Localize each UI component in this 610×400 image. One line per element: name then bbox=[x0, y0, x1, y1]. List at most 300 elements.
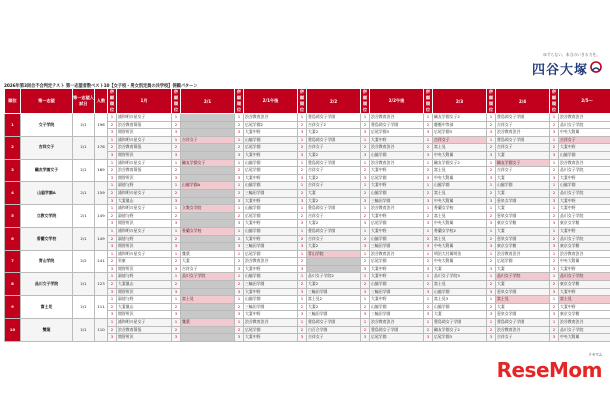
choice-order-cell: 2 bbox=[487, 281, 496, 289]
school-choice-cell: 渋谷教育渋谷 bbox=[244, 258, 298, 266]
school-choice-cell: 広尾学園 bbox=[244, 326, 298, 334]
choice-order-cell: 3 bbox=[172, 243, 181, 251]
school-choice-cell: 品川女子学院 bbox=[559, 212, 610, 220]
choice-order-cell: 2 bbox=[487, 235, 496, 243]
school-choice-cell: 渋谷教育渋谷 bbox=[370, 159, 424, 167]
school-choice-cell bbox=[307, 258, 361, 266]
school-choice-cell: 吉祥女子 bbox=[307, 167, 361, 175]
school-choice-cell: 鷗友学園女子 bbox=[181, 159, 235, 167]
table-row bbox=[5, 250, 610, 258]
choice-order-cell: 2 bbox=[361, 212, 370, 220]
choice-order-cell: 3 bbox=[298, 334, 307, 342]
choice-order-cell: 1 bbox=[487, 114, 496, 122]
school-choice-cell: 豊島岡女子学園 bbox=[307, 159, 361, 167]
choice-order-cell: 3 bbox=[424, 220, 433, 228]
choice-order-cell: 1 bbox=[235, 114, 244, 122]
school-choice-cell: 豊島岡女子学園 bbox=[496, 319, 550, 327]
school-choice-cell: 大妻2 bbox=[307, 303, 361, 311]
choice-order-cell: 3 bbox=[298, 220, 307, 228]
choice-order-cell: 1 bbox=[424, 114, 433, 122]
choice-order-cell: 3 bbox=[108, 129, 117, 137]
choice-order-cell: 3 bbox=[298, 129, 307, 137]
school-choice-cell: 山脇学園 bbox=[244, 159, 298, 167]
choice-order-cell: 2 bbox=[298, 235, 307, 243]
choice-order-cell: 1 bbox=[424, 319, 433, 327]
choice-order-cell: 2 bbox=[298, 167, 307, 175]
school-cell: 雙葉 bbox=[21, 319, 73, 342]
choice-order-cell: 2 bbox=[172, 121, 181, 129]
school-choice-cell: 広尾学園3 bbox=[433, 129, 487, 137]
school-choice-cell: 大妻 bbox=[496, 281, 550, 289]
school-choice-cell: 大妻2 bbox=[307, 151, 361, 159]
school-choice-cell bbox=[181, 288, 235, 296]
choice-order-cell: 2 bbox=[424, 303, 433, 311]
school-choice-cell: 大妻中野 bbox=[559, 227, 610, 235]
school-choice-cell: 大妻 bbox=[496, 189, 550, 197]
school-choice-cell: 富士見 bbox=[433, 189, 487, 197]
choice-order-cell: 1 bbox=[298, 205, 307, 213]
choice-order-cell: 3 bbox=[235, 220, 244, 228]
choice-order-cell: 3 bbox=[550, 129, 559, 137]
choice-order-cell: 3 bbox=[361, 334, 370, 342]
choice-order-cell: 3 bbox=[298, 174, 307, 182]
choice-order-cell: 2 bbox=[235, 235, 244, 243]
choice-order-cell: 3 bbox=[172, 334, 181, 342]
school-choice-cell: 広尾学園 bbox=[370, 174, 424, 182]
choice-order-cell: 1 bbox=[487, 273, 496, 281]
choice-order-cell: 2 bbox=[424, 144, 433, 152]
school-choice-cell: 品川女子学院2 bbox=[307, 273, 361, 281]
school-choice-cell: 開智所沢 bbox=[117, 243, 172, 251]
school-choice-cell: 恵泉女学園 bbox=[496, 288, 550, 296]
school-choice-cell: 品川女子学院3 bbox=[433, 273, 487, 281]
choice-order-cell: 1 bbox=[108, 250, 117, 258]
choice-order-cell: 2 bbox=[550, 235, 559, 243]
choice-order-cell: 2 bbox=[172, 212, 181, 220]
column-header: 2/1 bbox=[181, 89, 235, 114]
school-cell: 女子学院 bbox=[21, 114, 73, 137]
choice-order-cell: 1 bbox=[298, 114, 307, 122]
choice-order-cell: 1 bbox=[235, 227, 244, 235]
choice-order-cell: 1 bbox=[550, 114, 559, 122]
school-choice-cell: 香蘭女学校2 bbox=[433, 227, 487, 235]
school-choice-cell: 吉祥女子2 bbox=[307, 121, 361, 129]
choice-order-cell: 3 bbox=[361, 311, 370, 319]
choice-order-cell: 3 bbox=[487, 288, 496, 296]
choice-order-cell: 3 bbox=[550, 197, 559, 205]
school-choice-cell: 山脇学園 bbox=[433, 303, 487, 311]
school-choice-cell: 豊島岡女子学園 bbox=[307, 319, 361, 327]
school-choice-cell: 渋谷教育渋谷 bbox=[244, 319, 298, 327]
school-choice-cell: 吉祥女子 bbox=[433, 136, 487, 144]
school-choice-cell bbox=[181, 167, 235, 175]
rank-cell: 3 bbox=[5, 159, 21, 182]
choice-order-cell: 1 bbox=[172, 319, 181, 327]
school-choice-cell bbox=[181, 281, 235, 289]
school-choice-cell: 大妻中野 bbox=[370, 227, 424, 235]
choice-order-cell: 2 bbox=[424, 189, 433, 197]
school-choice-cell: 中央大附属 bbox=[433, 243, 487, 251]
school-choice-cell bbox=[181, 235, 235, 243]
choice-order-cell: 1 bbox=[361, 296, 370, 304]
count-cell: 149 bbox=[95, 205, 108, 228]
column-header: 2/5～ bbox=[559, 89, 610, 114]
school-choice-cell: 大妻2 bbox=[307, 220, 361, 228]
school-choice-cell: 大妻嵐山 bbox=[117, 303, 172, 311]
choice-order-cell: 2 bbox=[235, 121, 244, 129]
choice-order-cell: 3 bbox=[424, 197, 433, 205]
choice-order-cell: 3 bbox=[550, 311, 559, 319]
school-choice-cell: 開智所沢 bbox=[117, 129, 172, 137]
choice-order-cell: 1 bbox=[172, 114, 181, 122]
choice-order-cell: 3 bbox=[550, 243, 559, 251]
choice-order-cell: 2 bbox=[298, 144, 307, 152]
logo-name: 四谷大塚 bbox=[531, 63, 588, 78]
choice-order-cell: 2 bbox=[361, 144, 370, 152]
rank-cell: 5 bbox=[5, 205, 21, 228]
school-choice-cell: 大妻中野 bbox=[244, 311, 298, 319]
school-choice-cell: 大妻2 bbox=[307, 281, 361, 289]
count-cell: 110 bbox=[95, 319, 108, 342]
school-choice-cell: 大妻中野 bbox=[370, 296, 424, 304]
school-choice-cell bbox=[181, 174, 235, 182]
school-choice-cell: 広尾学園2 bbox=[244, 121, 298, 129]
school-choice-cell: 吉祥女子 bbox=[307, 212, 361, 220]
school-choice-cell bbox=[181, 189, 235, 197]
choice-order-cell: 3 bbox=[108, 265, 117, 273]
school-choice-cell: 中央大附属 bbox=[559, 334, 610, 342]
school-choice-cell: 開智所沢 bbox=[117, 174, 172, 182]
choice-order-cell: 1 bbox=[108, 205, 117, 213]
choice-order-cell: 1 bbox=[424, 159, 433, 167]
school-choice-cell: 吉祥女子 bbox=[307, 235, 361, 243]
school-choice-cell: 吉祥女子 bbox=[496, 121, 550, 129]
school-choice-cell: 渋谷教育渋谷 bbox=[370, 250, 424, 258]
choice-order-cell: 1 bbox=[298, 227, 307, 235]
column-header: 2/2 bbox=[307, 89, 361, 114]
choice-order-cell: 3 bbox=[235, 197, 244, 205]
school-choice-cell: 香蘭女学校 bbox=[433, 205, 487, 213]
school-choice-cell: 大妻中野 bbox=[244, 235, 298, 243]
choice-order-cell: 3 bbox=[487, 151, 496, 159]
choice-order-cell: 2 bbox=[108, 235, 117, 243]
school-choice-cell: 豊島岡女子学園 bbox=[433, 319, 487, 327]
choice-order-cell: 3 bbox=[172, 288, 181, 296]
choice-order-cell: 3 bbox=[108, 243, 117, 251]
choice-order-cell: 2 bbox=[550, 281, 559, 289]
school-table bbox=[4, 88, 610, 342]
school-choice-cell bbox=[181, 326, 235, 334]
table-row bbox=[5, 319, 610, 327]
school-choice-cell: 浦和明の星女子 bbox=[117, 319, 172, 327]
choice-order-cell: 1 bbox=[424, 182, 433, 190]
choice-order-cell: 3 bbox=[487, 311, 496, 319]
school-choice-cell: 富士見 bbox=[559, 296, 610, 304]
school-choice-cell: 山脇学園 bbox=[244, 136, 298, 144]
school-choice-cell: 渋谷教育渋谷 bbox=[496, 326, 550, 334]
school-choice-cell: 豊島岡女子学園 bbox=[307, 227, 361, 235]
choice-order-cell: 3 bbox=[550, 151, 559, 159]
school-choice-cell: 渋谷教育渋谷 bbox=[559, 159, 610, 167]
school-choice-cell bbox=[181, 121, 235, 129]
choice-order-cell: 3 bbox=[487, 243, 496, 251]
school-choice-cell: 広尾学園 bbox=[496, 258, 550, 266]
school-choice-cell: 開智所沢 bbox=[117, 288, 172, 296]
school-choice-cell: 大妻2 bbox=[307, 197, 361, 205]
school-choice-cell bbox=[181, 197, 235, 205]
school-choice-cell: 渋谷教育幕張 bbox=[117, 144, 172, 152]
school-choice-cell: 大妻中野 bbox=[559, 265, 610, 273]
school-choice-cell: 浦和明の星女子 bbox=[117, 250, 172, 258]
school-choice-cell: 開智所沢 bbox=[117, 220, 172, 228]
school-cell: 立教女学院 bbox=[21, 205, 73, 228]
choice-order-cell: 3 bbox=[361, 174, 370, 182]
school-choice-cell: 中央大附属 bbox=[433, 258, 487, 266]
choice-order-cell: 1 bbox=[298, 182, 307, 190]
choice-order-cell: 3 bbox=[487, 197, 496, 205]
school-choice-cell: 渋谷教育渋谷 bbox=[559, 114, 610, 122]
school-choice-cell: 富士見3 bbox=[433, 296, 487, 304]
column-header: 併願順位 bbox=[108, 89, 117, 114]
school-choice-cell: 広尾学園 bbox=[244, 250, 298, 258]
choice-order-cell: 3 bbox=[361, 129, 370, 137]
choice-order-cell: 2 bbox=[172, 258, 181, 266]
choice-order-cell: 1 bbox=[424, 273, 433, 281]
choice-order-cell: 2 bbox=[298, 326, 307, 334]
school-choice-cell: 鷗友学園女子2 bbox=[433, 326, 487, 334]
school-cell: 富士見 bbox=[21, 296, 73, 319]
school-choice-cell: 慶應中等部 bbox=[433, 121, 487, 129]
school-choice-cell: 浦和明の星女子 bbox=[117, 227, 172, 235]
school-choice-cell: 山脇学園 bbox=[244, 227, 298, 235]
school-cell: 青山学院 bbox=[21, 250, 73, 273]
school-choice-cell: 白百合学園 bbox=[307, 326, 361, 334]
choice-order-cell: 2 bbox=[298, 281, 307, 289]
choice-order-cell: 2 bbox=[487, 167, 496, 175]
choice-order-cell: 1 bbox=[172, 159, 181, 167]
choice-order-cell: 2 bbox=[487, 144, 496, 152]
school-choice-cell: 大妻中野 bbox=[370, 273, 424, 281]
choice-order-cell: 1 bbox=[298, 319, 307, 327]
school-choice-cell: 渋谷教育渋谷 bbox=[370, 144, 424, 152]
choice-order-cell: 1 bbox=[361, 114, 370, 122]
school-choice-cell: 大妻中野 bbox=[559, 288, 610, 296]
choice-order-cell: 1 bbox=[235, 273, 244, 281]
choice-order-cell: 1 bbox=[487, 136, 496, 144]
choice-order-cell: 1 bbox=[235, 296, 244, 304]
school-choice-cell: 東京女学館 bbox=[559, 311, 610, 319]
school-choice-cell: 品川女子学院 bbox=[559, 235, 610, 243]
choice-order-cell: 3 bbox=[108, 288, 117, 296]
date-cell: 2/2 bbox=[73, 250, 95, 273]
choice-order-cell: 3 bbox=[361, 288, 370, 296]
choice-order-cell: 2 bbox=[361, 167, 370, 175]
choice-order-cell: 3 bbox=[172, 151, 181, 159]
school-choice-cell: 雙葉 bbox=[181, 319, 235, 327]
school-choice-cell: 大妻中野 bbox=[559, 303, 610, 311]
rank-cell: 8 bbox=[5, 273, 21, 296]
school-choice-cell: 富士見 bbox=[181, 296, 235, 304]
school-choice-cell: 吉祥女子 bbox=[181, 136, 235, 144]
school-choice-cell: 渋谷教育渋谷 bbox=[559, 319, 610, 327]
choice-order-cell: 3 bbox=[361, 151, 370, 159]
table-header-row bbox=[5, 89, 610, 114]
choice-order-cell: 1 bbox=[550, 182, 559, 190]
choice-order-cell: 3 bbox=[361, 265, 370, 273]
school-choice-cell: 雙葉 bbox=[181, 250, 235, 258]
choice-order-cell: 2 bbox=[361, 326, 370, 334]
choice-order-cell: 3 bbox=[361, 197, 370, 205]
choice-order-cell: 1 bbox=[487, 159, 496, 167]
school-choice-cell: 香蘭女学校 bbox=[181, 227, 235, 235]
school-choice-cell: 広尾学園 bbox=[370, 334, 424, 342]
school-cell: 吉祥女子 bbox=[21, 136, 73, 159]
school-choice-cell: 広尾学園 bbox=[244, 212, 298, 220]
choice-order-cell: 3 bbox=[172, 129, 181, 137]
school-choice-cell: 富士見 bbox=[433, 212, 487, 220]
choice-order-cell: 2 bbox=[424, 121, 433, 129]
school-choice-cell: 大妻中野 bbox=[559, 174, 610, 182]
school-choice-cell: 品川女子学院 bbox=[559, 326, 610, 334]
school-choice-cell: 恵泉女学園 bbox=[496, 212, 550, 220]
choice-order-cell: 2 bbox=[424, 258, 433, 266]
choice-order-cell: 2 bbox=[361, 258, 370, 266]
choice-order-cell: 1 bbox=[550, 273, 559, 281]
school-choice-cell: 大妻2 bbox=[307, 243, 361, 251]
school-choice-cell: 山脇学園 bbox=[496, 182, 550, 190]
rank-cell: 6 bbox=[5, 227, 21, 250]
school-choice-cell: 大妻 bbox=[496, 303, 550, 311]
choice-order-cell: 1 bbox=[550, 319, 559, 327]
choice-order-cell: 2 bbox=[108, 326, 117, 334]
school-choice-cell: 品川女子学院 bbox=[559, 167, 610, 175]
school-cell: 香蘭女学校 bbox=[21, 227, 73, 250]
school-choice-cell: 山脇学園 bbox=[244, 273, 298, 281]
choice-order-cell: 3 bbox=[235, 265, 244, 273]
choice-order-cell: 1 bbox=[361, 250, 370, 258]
column-header: 併願順位 bbox=[235, 89, 244, 114]
choice-order-cell: 1 bbox=[108, 227, 117, 235]
school-choice-cell: 開智所沢 bbox=[117, 151, 172, 159]
choice-order-cell: 2 bbox=[298, 212, 307, 220]
school-choice-cell: 大妻中野 bbox=[559, 197, 610, 205]
column-header: 2/2午後 bbox=[370, 89, 424, 114]
school-choice-cell: 浦和明の星女子 bbox=[117, 205, 172, 213]
school-choice-cell: 大妻嵐山 bbox=[117, 281, 172, 289]
choice-order-cell: 2 bbox=[487, 258, 496, 266]
school-choice-cell: 大妻中野 bbox=[370, 212, 424, 220]
choice-order-cell: 2 bbox=[424, 281, 433, 289]
school-choice-cell: 豊島岡女子学園 bbox=[307, 205, 361, 213]
choice-order-cell: 1 bbox=[361, 136, 370, 144]
choice-order-cell: 3 bbox=[108, 220, 117, 228]
school-choice-cell bbox=[181, 243, 235, 251]
date-cell: 2/1 bbox=[73, 114, 95, 137]
school-choice-cell: 渋谷教育幕張 bbox=[117, 121, 172, 129]
school-cell: 品川女子学院 bbox=[21, 273, 73, 296]
school-choice-cell: 山脇学園 bbox=[244, 182, 298, 190]
school-choice-cell: 広尾学園3 bbox=[370, 129, 424, 137]
school-choice-cell: 東京女学館 bbox=[559, 220, 610, 228]
school-choice-cell: 山脇学園 bbox=[370, 235, 424, 243]
school-choice-cell: 開智所沢 bbox=[117, 311, 172, 319]
choice-order-cell: 2 bbox=[424, 235, 433, 243]
school-choice-cell: 三輪田学園 bbox=[244, 189, 298, 197]
choice-order-cell: 3 bbox=[487, 129, 496, 137]
choice-order-cell: 3 bbox=[172, 174, 181, 182]
choice-order-cell: 3 bbox=[424, 265, 433, 273]
school-choice-cell: 大妻 bbox=[307, 189, 361, 197]
choice-order-cell: 2 bbox=[487, 189, 496, 197]
choice-order-cell: 3 bbox=[487, 265, 496, 273]
school-choice-cell: 品川女子学院 bbox=[496, 273, 550, 281]
column-header: 人数 bbox=[95, 89, 108, 114]
choice-order-cell: 1 bbox=[550, 227, 559, 235]
choice-order-cell: 2 bbox=[424, 326, 433, 334]
school-choice-cell: 吉祥女子 bbox=[496, 167, 550, 175]
date-cell: 2/1 bbox=[73, 296, 95, 319]
choice-order-cell: 3 bbox=[361, 243, 370, 251]
school-choice-cell: 渋谷教育渋谷 bbox=[370, 319, 424, 327]
choice-order-cell: 2 bbox=[550, 121, 559, 129]
choice-order-cell: 1 bbox=[108, 273, 117, 281]
school-choice-cell: 大妻中野 bbox=[559, 205, 610, 213]
choice-order-cell: 1 bbox=[235, 182, 244, 190]
school-choice-cell: 浦和明の星女子 bbox=[117, 159, 172, 167]
school-choice-cell: 富士見 bbox=[496, 296, 550, 304]
school-choice-cell: 東京女学館 bbox=[559, 243, 610, 251]
choice-order-cell: 2 bbox=[172, 189, 181, 197]
page-title: 2026年第3回合不合判定テスト 第一志望者数ベスト10【女子校・男女別定員の共学校】併願パターン bbox=[4, 84, 198, 89]
school-choice-cell: 開智所沢 bbox=[117, 334, 172, 342]
choice-order-cell: 1 bbox=[235, 136, 244, 144]
school-choice-cell: 開智所沢 bbox=[117, 265, 172, 273]
choice-order-cell: 1 bbox=[361, 205, 370, 213]
school-choice-cell: 中央大附属 bbox=[433, 220, 487, 228]
school-choice-cell: 品川女子学院 bbox=[559, 121, 610, 129]
choice-order-cell: 3 bbox=[108, 311, 117, 319]
choice-order-cell: 2 bbox=[298, 189, 307, 197]
school-choice-cell: 富士見 bbox=[433, 167, 487, 175]
school-choice-cell: 渋谷教育渋谷 bbox=[496, 250, 550, 258]
choice-order-cell: 3 bbox=[424, 288, 433, 296]
choice-order-cell: 1 bbox=[172, 250, 181, 258]
school-choice-cell: 山脇学園 bbox=[370, 281, 424, 289]
choice-order-cell: 2 bbox=[172, 281, 181, 289]
school-choice-cell: 淑徳与野 bbox=[117, 296, 172, 304]
school-choice-cell: 渋谷教育渋谷 bbox=[370, 114, 424, 122]
choice-order-cell: 3 bbox=[487, 334, 496, 342]
school-choice-cell: 大妻中野 bbox=[244, 265, 298, 273]
school-choice-cell: 広尾学園 bbox=[370, 220, 424, 228]
choice-order-cell: 2 bbox=[487, 303, 496, 311]
choice-order-cell: 1 bbox=[298, 136, 307, 144]
choice-order-cell: 1 bbox=[361, 273, 370, 281]
choice-order-cell: 1 bbox=[108, 159, 117, 167]
column-header: 併願順位 bbox=[424, 89, 433, 114]
school-choice-cell: 大妻嵐山 bbox=[117, 197, 172, 205]
date-cell: 2/1 bbox=[73, 159, 95, 182]
choice-order-cell: 2 bbox=[235, 189, 244, 197]
school-choice-cell: 広尾学園 bbox=[244, 167, 298, 175]
school-choice-cell: 渋谷教育渋谷 bbox=[244, 114, 298, 122]
school-choice-cell: 富士見 bbox=[433, 235, 487, 243]
choice-order-cell: 3 bbox=[424, 129, 433, 137]
choice-order-cell: 1 bbox=[298, 250, 307, 258]
choice-order-cell: 3 bbox=[298, 311, 307, 319]
choice-order-cell: 3 bbox=[235, 129, 244, 137]
choice-order-cell: 3 bbox=[235, 151, 244, 159]
